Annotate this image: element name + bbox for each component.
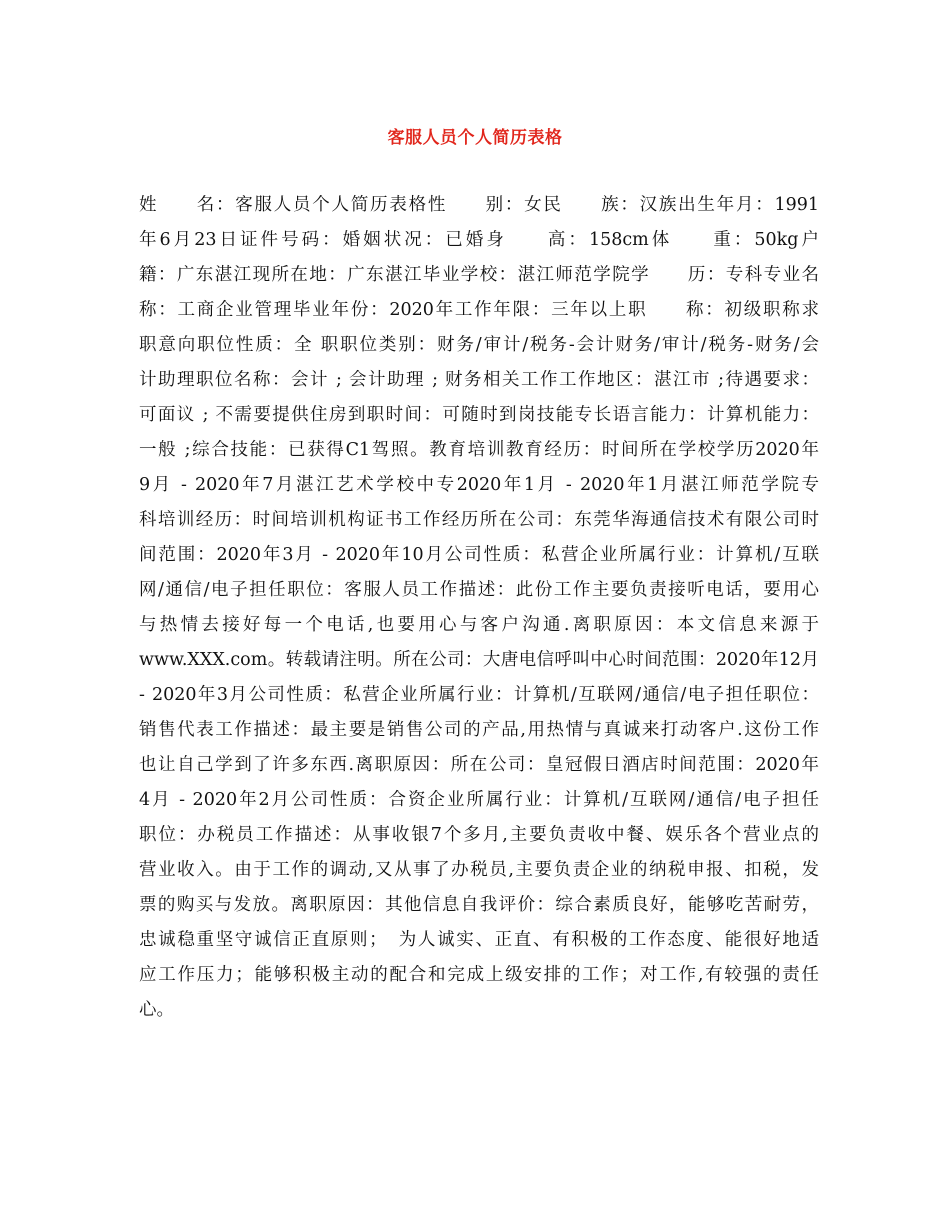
body-line: 计助理职位名称：会计 ; 会计助理 ; 财务相关工作工作地区：湛江市 ;待遇要求： — [139, 370, 819, 390]
body-line: 科培训经历：时间培训机构证书工作经历所在公司：东莞华海通信技术有限公司时 — [139, 510, 819, 530]
document-body — [139, 188, 819, 1028]
body-line: 也让自己学到了许多东西.离职原因：所在公司：皇冠假日酒店时间范围：2020年 — [139, 755, 819, 775]
body-line: 姓 名：客服人员个人简历表格性 别：女民 族：汉族出生年月：1991 — [139, 195, 819, 215]
body-line: 应工作压力；能够积极主动的配合和完成上级安排的工作；对工作,有较强的责任 — [139, 965, 819, 985]
body-line: - 2020年3月公司性质：私营企业所属行业：计算机/互联网/通信/电子担任职位： — [139, 685, 819, 705]
body-line: www.XXX.com。转载请注明。所在公司：大唐电信呼叫中心时间范围：2020年12月 — [139, 650, 819, 670]
body-line: 称：工商企业管理毕业年份：2020年工作年限：三年以上职 称：初级职称求 — [139, 300, 819, 320]
body-line: 营业收入。由于工作的调动,又从事了办税员,主要负责企业的纳税申报、扣税，发 — [139, 860, 819, 880]
body-line: 销售代表工作描述：最主要是销售公司的产品,用热情与真诚来打动客户.这份工作 — [139, 720, 819, 740]
body-line: 与热情去接好每一个电话,也要用心与客户沟通.离职原因：本文信息来源于 — [139, 615, 819, 635]
body-line: 9月 - 2020年7月湛江艺术学校中专2020年1月 - 2020年1月湛江师范学院专 — [139, 475, 819, 495]
body-line: 间范围：2020年3月 - 2020年10月公司性质：私营企业所属行业：计算机/互联 — [139, 545, 819, 565]
body-line: 可面议 ; 不需要提供住房到职时间：可随时到岗技能专长语言能力：计算机能力： — [139, 405, 819, 425]
body-line: 票的购买与发放。离职原因：其他信息自我评价：综合素质良好，能够吃苦耐劳， — [139, 895, 819, 915]
body-line: 4月 - 2020年2月公司性质：合资企业所属行业：计算机/互联网/通信/电子担任 — [139, 790, 819, 810]
body-line: 忠诚稳重坚守诚信正直原则； 为人诚实、正直、有积极的工作态度、能很好地适 — [139, 930, 819, 950]
body-line: 职意向职位性质：全 职职位类别：财务/审计/税务-会计财务/审计/税务-财务/会 — [139, 335, 819, 355]
body-line: 一般 ;综合技能：已获得C1驾照。教育培训教育经历：时间所在学校学历2020年 — [139, 440, 819, 460]
document-title: 客服人员个人简历表格 — [387, 128, 563, 148]
body-line: 年6月23日证件号码：婚姻状况：已婚身 高：158cm体 重：50kg户 — [139, 230, 819, 250]
body-line: 网/通信/电子担任职位：客服人员工作描述：此份工作主要负责接听电话，要用心 — [139, 580, 819, 600]
body-line: 职位：办税员工作描述：从事收银7个多月,主要负责收中餐、娱乐各个营业点的 — [139, 825, 819, 845]
body-line: 籍：广东湛江现所在地：广东湛江毕业学校：湛江师范学院学 历：专科专业名 — [139, 265, 819, 285]
body-line-last: 心。 — [139, 1000, 174, 1020]
